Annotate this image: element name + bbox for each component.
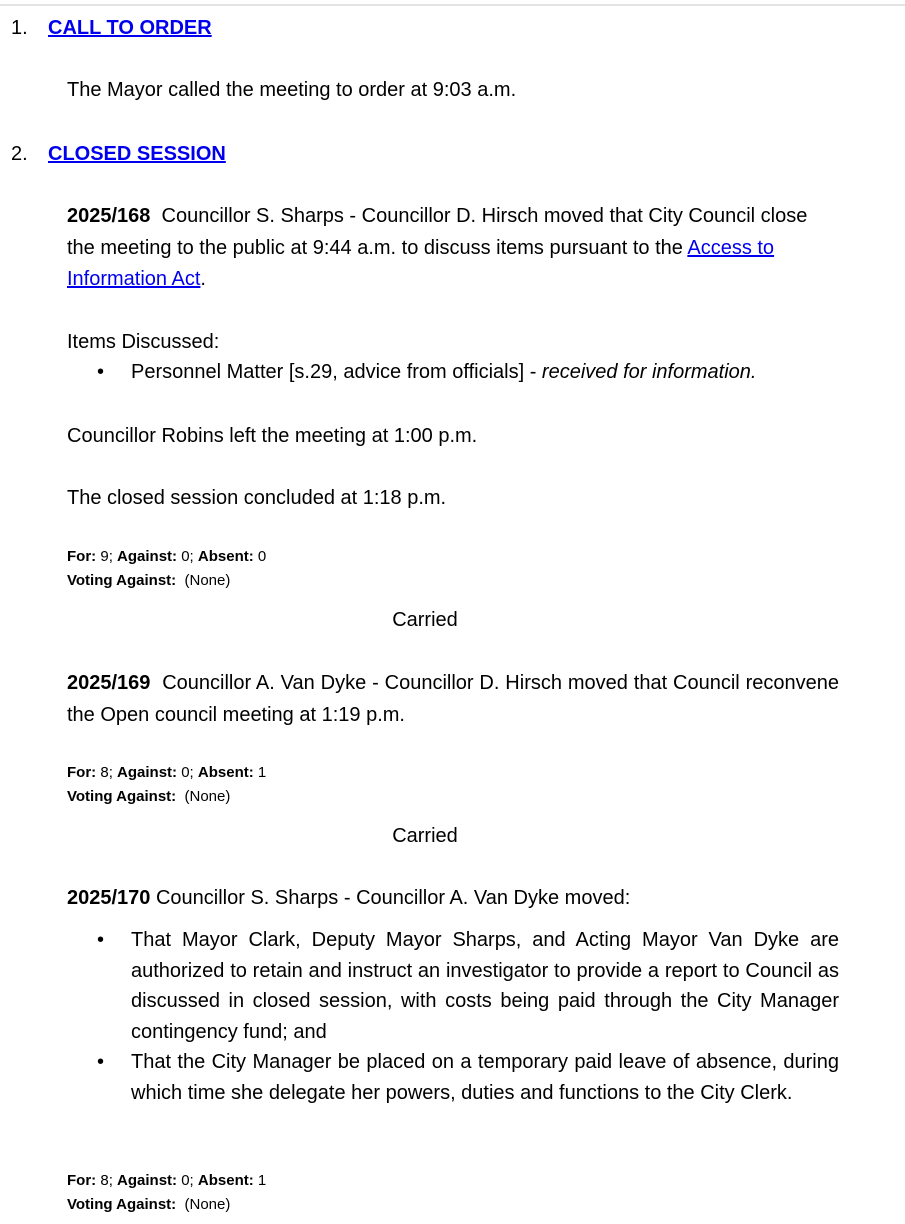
absent-label: Absent: [197, 764, 254, 781]
items-discussed-list-item [67, 357, 839, 388]
absent-label: Absent: [197, 548, 254, 565]
motion-169-text: Councillor A. Van Dyke - Councillor D. Hirsch moved that Council reconvene the Open council meeting at 1:19 p.m. [67, 672, 839, 726]
motion-169 [67, 668, 839, 731]
voting-against-3 [67, 1193, 230, 1217]
bullet-icon: • [97, 361, 105, 383]
call-to-order-text: The Mayor called the meeting to order at 9:03 a.m. [67, 79, 517, 101]
against-count: 0 [181, 764, 190, 781]
result-carried-1: Carried [392, 609, 458, 631]
motion-170-bullet-2 [67, 1047, 839, 1139]
vote-tally-1: For: 9; Against: 0; Absent: 0 [67, 548, 267, 565]
motion-170-text: Councillor S. Sharps - Councillor A. Van Dyke moved: [155, 887, 631, 909]
voting-against-2 [67, 785, 230, 809]
bullet-icon: • [97, 929, 105, 951]
for-label: For: [67, 1172, 97, 1189]
for-count: 8 [100, 764, 109, 781]
voting-against-value: (None) [184, 1196, 231, 1213]
motion-169-id: 2025/169 [67, 672, 151, 694]
item-text-main: Personnel Matter [s.29, advice from officials] - [131, 361, 542, 383]
vote-tally-3: For: 8; Against: 0; Absent: 1 [67, 1172, 267, 1189]
motion-168 [67, 201, 827, 296]
motion-168-id: 2025/168 [67, 205, 151, 227]
access-to-information-act-link[interactable]: Access to Information Act [67, 236, 775, 290]
section-1-number: 1. [11, 17, 28, 39]
top-divider [0, 4, 905, 6]
motion-170-id: 2025/170 [67, 887, 151, 909]
absent-count: 0 [257, 548, 267, 565]
voting-against-label: Voting Against: [67, 572, 177, 589]
vote-tally-2: For: 8; Against: 0; Absent: 1 [67, 764, 267, 781]
against-label: Against: [117, 1172, 178, 1189]
against-label: Against: [117, 764, 178, 781]
motion-168-text: Councillor S. Sharps - Councillor D. Hirsch moved that City Council close the meeting to the public at 9:44 a.m. to discuss items pursuant to the [67, 205, 808, 259]
against-label: Against: [117, 548, 178, 565]
for-count: 8 [100, 1172, 109, 1189]
bullet-icon: • [97, 1051, 105, 1073]
result-carried-2: Carried [392, 825, 458, 847]
item-text [131, 357, 839, 388]
voting-against-label: Voting Against: [67, 1196, 177, 1213]
absent-count: 1 [257, 764, 267, 781]
voting-against-value: (None) [184, 788, 231, 805]
voting-against-1 [67, 569, 230, 593]
motion-168-end: . [200, 268, 206, 290]
absent-label: Absent: [197, 1172, 254, 1189]
items-discussed-label: Items Discussed: [67, 331, 220, 353]
voting-against-value: (None) [184, 572, 231, 589]
for-count: 9 [100, 548, 109, 565]
against-count: 0 [181, 548, 190, 565]
against-count: 0 [181, 1172, 190, 1189]
motion-170-bullet-1-text: That Mayor Clark, Deputy Mayor Sharps, and Acting Mayor Van Dyke are authorized to retain and instruct an investigator to provide a report to Council as discussed in closed session, with costs being paid through the City Manager contingency fund; and [131, 929, 839, 1043]
motion-170-bullet-1 [67, 925, 839, 1047]
motion-170 [67, 883, 839, 915]
item-text-italic: received for information. [541, 361, 757, 383]
absent-count: 1 [257, 1172, 267, 1189]
section-2-number: 2. [11, 143, 28, 165]
motion-170-bullet-2-text: That the City Manager be placed on a temporary paid leave of absence, during which time she delegate her powers, duties and functions to the City Clerk. [131, 1051, 839, 1104]
section-1-title-link[interactable]: CALL TO ORDER [48, 17, 212, 39]
for-label: For: [67, 548, 97, 565]
voting-against-label: Voting Against: [67, 788, 177, 805]
robins-left-text: Councillor Robins left the meeting at 1:00 p.m. [67, 425, 478, 447]
for-label: For: [67, 764, 97, 781]
section-2-title-link[interactable]: CLOSED SESSION [48, 143, 226, 165]
closed-session-concluded-text: The closed session concluded at 1:18 p.m. [67, 487, 447, 509]
